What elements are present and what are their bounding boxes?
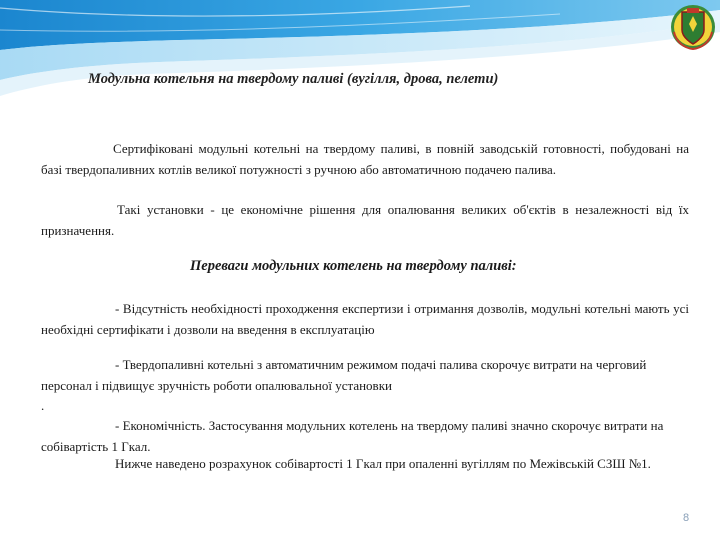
page-number: 8 <box>683 512 690 524</box>
slide-title: Модульна котельня на твердому паливі (вугілля, дрова, пелети) <box>88 71 499 87</box>
dot-line: . <box>41 398 45 413</box>
intro-paragraph-2: Такі установки - це економічне рішення для опалювання великих об'єктів в незалежності від їх призначення. <box>41 202 689 238</box>
advantage-item-2: - Твердопаливні котельні з автоматичним режимом подачі палива скорочує витрати на черговий персонал і підвищує зручність роботи опалювальної установки <box>41 357 647 393</box>
advantage-item-3: - Економічність. Застосування модульних котелень на твердому паливі значно скорочує витрати на собівартість 1 Гкал. <box>41 418 664 454</box>
calculation-note: Нижче наведено розрахунок собівартості 1 Гкал при опаленні вугіллям по Межівській СЗШ №1. <box>115 456 651 471</box>
header-banner <box>0 0 720 110</box>
coat-of-arms-icon <box>668 2 718 52</box>
advantage-item-1: - Відсутність необхідності проходження експертизи і отримання дозволів, модульні котельні мають усі необхідні сертифікати і дозволи на введення в експлуатацію <box>41 301 689 337</box>
advantages-title: Переваги модульних котелень на твердому паливі: <box>190 258 517 274</box>
intro-paragraph-1: Сертифіковані модульні котельні на твердому паливі, в повній заводській готовності, побудовані на базі твердопаливних котлів великої потужності з ручною або автоматичною подачею палива. <box>41 141 689 177</box>
